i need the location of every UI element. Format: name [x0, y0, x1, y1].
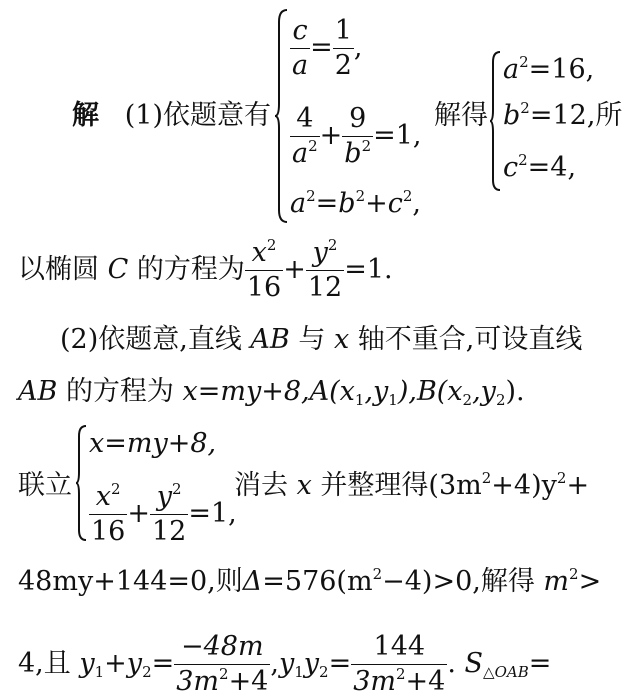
greater-than: >	[578, 566, 602, 597]
numerator	[306, 236, 344, 271]
denominator	[290, 137, 320, 171]
denominator	[342, 137, 373, 171]
numerator: −48m	[174, 630, 270, 665]
part2-line1	[60, 324, 582, 356]
text: (2)依题意,直线	[60, 324, 242, 355]
subscript: 1	[388, 391, 398, 409]
fraction-y2-over-12	[150, 480, 188, 549]
exponent: 2	[519, 53, 529, 71]
denominator: a	[292, 50, 309, 81]
line-equation: x=my+8,A(x	[182, 376, 355, 407]
subscript: 2	[462, 391, 473, 409]
numerator: 144	[351, 630, 447, 665]
intro-text: (1)依题意有	[124, 100, 271, 131]
system3-eq2	[89, 480, 237, 549]
equals-sign: =	[315, 188, 339, 219]
var-x: x	[251, 237, 267, 268]
var-S: S	[464, 648, 484, 679]
var-c: c	[503, 152, 519, 183]
conclusion-prefix: 以椭圆	[18, 254, 99, 285]
var-b: b	[503, 100, 521, 131]
denominator	[351, 665, 447, 699]
plus-sign: +	[319, 120, 343, 151]
text: 并整理得(3m	[320, 470, 482, 501]
part2-line6	[18, 630, 551, 699]
var-y: y	[126, 648, 143, 679]
var-a: a	[503, 54, 520, 85]
numerator	[150, 480, 188, 515]
text: 轴不重合,可设直线	[357, 324, 583, 355]
comma: ,	[412, 188, 422, 219]
numerator: c	[290, 14, 310, 49]
text: ,y	[364, 376, 389, 407]
var-y: y	[303, 648, 320, 679]
plus-sign: +	[127, 498, 150, 529]
var-b: b	[344, 138, 362, 169]
denominator: 16	[246, 272, 282, 303]
var-y: y	[278, 648, 295, 679]
system3-label: 联立	[18, 470, 72, 501]
denominator: 12	[151, 516, 187, 547]
var-y: y	[312, 237, 328, 268]
subscript: △OAB	[483, 663, 529, 681]
equals-one: =1.	[344, 254, 393, 285]
text: +4	[228, 666, 269, 697]
numerator: 9	[342, 102, 373, 137]
denominator	[174, 665, 270, 699]
denominator: 12	[307, 272, 343, 303]
var-y: y	[156, 481, 173, 512]
denominator: 2	[334, 50, 352, 81]
text: ).	[505, 376, 525, 407]
fraction-x2-over-16	[89, 480, 127, 549]
text: 4,且	[18, 648, 71, 679]
comma: ,	[270, 648, 279, 679]
exponent: 2	[518, 151, 528, 169]
exponent: 2	[111, 480, 121, 498]
fraction-product	[351, 630, 447, 699]
var-y: y	[79, 648, 95, 679]
exponent: 2	[172, 480, 182, 498]
subscript: 2	[142, 663, 152, 681]
system1-eq3	[290, 188, 421, 220]
exponent: 2	[372, 565, 383, 583]
exponent: 2	[308, 137, 318, 155]
fraction-x2-over-16	[245, 236, 283, 305]
text: −4)>0,解得	[382, 566, 535, 597]
left-brace-system1	[275, 8, 289, 224]
system1-eq1	[290, 14, 363, 83]
exponent: 2	[556, 469, 567, 487]
fraction-9-over-b2	[342, 102, 373, 171]
var-C: C	[107, 254, 129, 285]
conclusion-line	[18, 236, 393, 305]
numerator	[245, 236, 283, 271]
var-b: b	[338, 188, 356, 219]
period: .	[447, 648, 456, 679]
delta: Δ	[242, 566, 263, 597]
text: ,y	[472, 376, 496, 407]
exponent: 2	[396, 665, 406, 683]
text: 与	[298, 324, 326, 355]
text: 消去	[234, 470, 288, 501]
subscript: 1	[94, 663, 105, 681]
text: 的方程为	[65, 376, 174, 407]
var-x: x	[333, 324, 350, 355]
text: =576(m	[262, 566, 373, 597]
fraction-one-half	[333, 14, 354, 83]
equals-sign: =	[328, 648, 352, 679]
conclusion-mid: 的方程为	[136, 254, 245, 285]
subscript: 1	[354, 391, 365, 409]
equals-one: =1,	[188, 498, 237, 529]
var-x: x	[95, 481, 112, 512]
comma: ,	[353, 32, 363, 63]
exponent: 2	[361, 137, 372, 155]
system1-eq2	[290, 102, 422, 171]
value: =16,	[528, 54, 595, 85]
plus-sign: +	[566, 470, 590, 501]
so-text: 所	[595, 100, 623, 131]
subscript: 2	[495, 391, 506, 409]
solution-label: 解	[72, 100, 99, 131]
fraction-y2-over-12	[306, 236, 344, 305]
numerator: 1	[333, 14, 354, 49]
fraction-c-over-a	[290, 14, 310, 83]
equals-sign: =	[310, 32, 333, 63]
subscript: 2	[319, 663, 329, 681]
var-m: m	[543, 566, 570, 597]
text: +4	[405, 666, 446, 697]
exponent: 2	[355, 187, 366, 205]
exponent: 2	[306, 187, 316, 205]
plus-sign: +	[104, 648, 127, 679]
subscript: 1	[294, 663, 304, 681]
value: =4,	[527, 152, 577, 183]
denominator: 16	[91, 516, 126, 547]
exponent: 2	[219, 665, 229, 683]
exponent: 2	[402, 187, 413, 205]
numerator: 4	[290, 102, 320, 137]
numerator	[89, 480, 127, 515]
text: 48my+144=0,则	[18, 566, 243, 597]
equals-sign: =	[528, 648, 552, 679]
eliminate-line	[234, 470, 589, 502]
text: 3m	[176, 666, 220, 697]
exponent: 2	[266, 236, 277, 254]
var-x: x	[296, 470, 312, 501]
var-c: c	[387, 188, 403, 219]
var-AB: AB	[18, 376, 58, 407]
value: =12,	[529, 100, 596, 131]
system2-eq1	[503, 54, 594, 86]
equals-sign: =	[151, 648, 175, 679]
text: +4)y	[491, 470, 557, 501]
exponent: 2	[327, 236, 338, 254]
left-brace-system3	[76, 424, 88, 542]
plus-sign: +	[365, 188, 388, 219]
fraction-sum	[174, 630, 270, 699]
text: ),B(x	[397, 376, 463, 407]
var-a: a	[292, 138, 309, 169]
left-brace-system2	[490, 50, 502, 192]
exponent: 2	[481, 469, 492, 487]
system3-eq1	[89, 428, 216, 460]
line-equation: x=my+8,	[89, 428, 217, 459]
text: 3m	[353, 666, 396, 697]
equals-one: =1,	[373, 120, 422, 151]
plus-sign: +	[283, 254, 306, 285]
exponent: 2	[520, 99, 530, 117]
system2-eq2	[503, 100, 622, 132]
system2-eq3	[503, 152, 576, 184]
part1-label-line	[72, 100, 271, 132]
fraction-4-over-a2	[290, 102, 320, 171]
exponent: 2	[569, 565, 579, 583]
var-AB: AB	[250, 324, 290, 355]
part2-line2	[18, 376, 525, 408]
solve-text: 解得	[434, 100, 488, 131]
part2-line5	[18, 566, 601, 598]
var-a: a	[290, 188, 307, 219]
